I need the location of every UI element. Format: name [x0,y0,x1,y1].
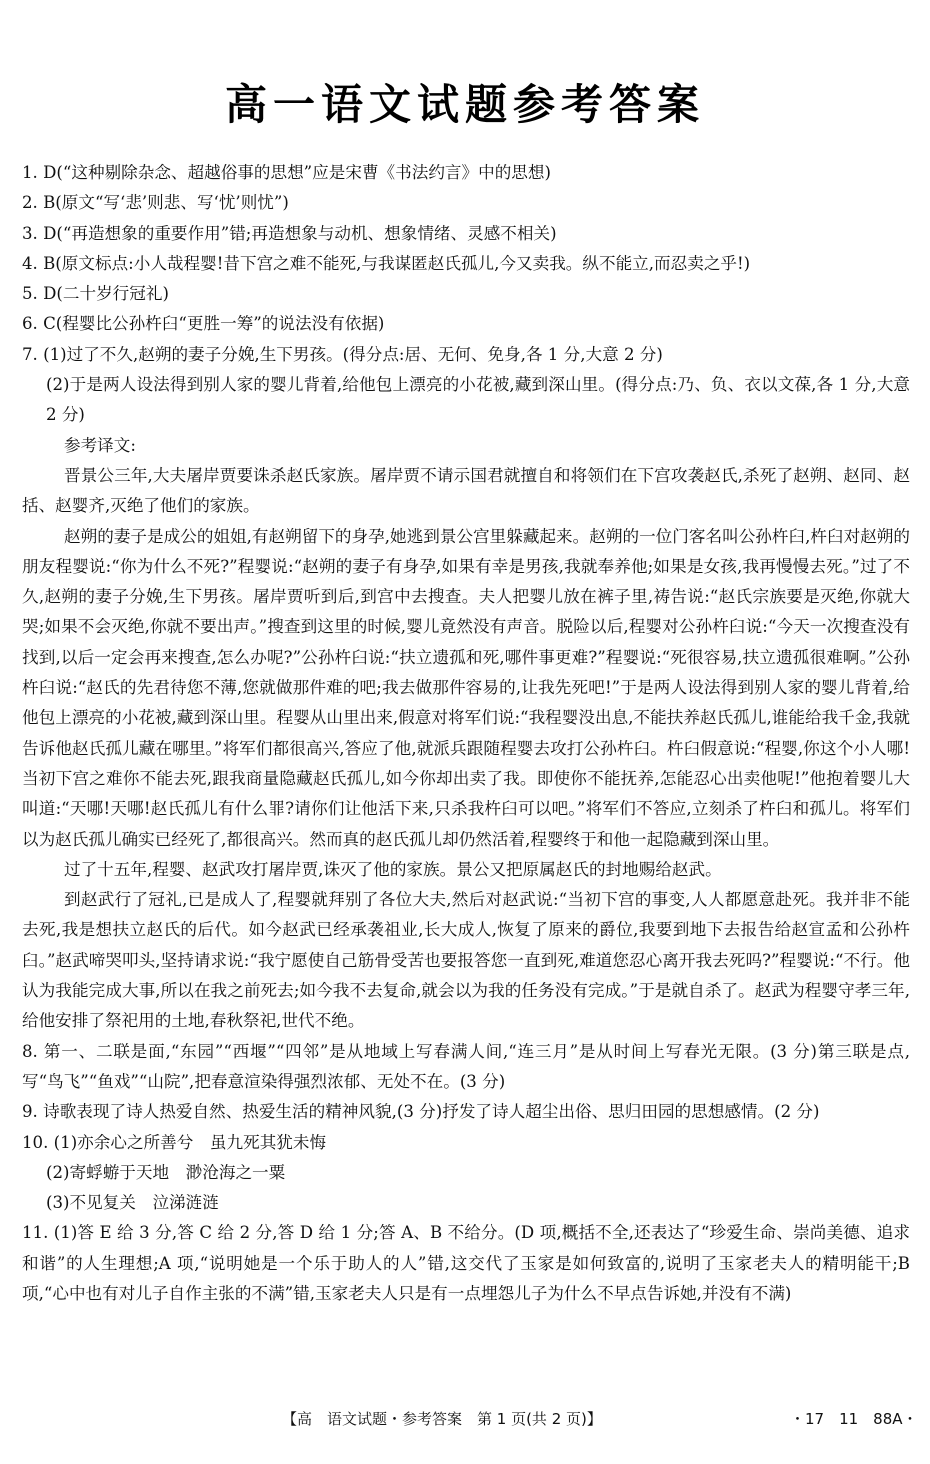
answer-11: 11. (1)答 E 给 3 分,答 C 给 2 分,答 D 给 1 分;答 A、B 不给分。(D 项,概括不全,还表达了“珍爱生命、崇尚美德、追求和谐”的人生理想;A 项,“说明她是一个乐于助人的人”错,这交代了玉家是如何致富的,说明了玉家老夫人的精明能干;B 项,“心中也有对儿子自作主张的不满”错,玉家老夫人只是有一点埋怨儿子为什么不早点告诉她,并没有不满) [22,1223,910,1303]
answer-6: 6. C(程婴比公孙杵臼“更胜一筹”的说法没有依据) [22,314,385,334]
page-title: 高一语文试题参考答案 [224,80,705,129]
translation-paragraph: 过了十五年,程婴、赵武攻打屠岸贾,诛灭了他的家族。景公又把原属赵氏的封地赐给赵武。 [64,859,722,879]
answer-9: 9. 诗歌表现了诗人热爱自然、热爱生活的精神风貌,(3 分)抒发了诗人超尘出俗、思归田园的思想感情。(2 分) [22,1102,820,1122]
answer-8: 8. 第一、二联是面,“东园”“西堰”“四邻”是从地域上写春满人间,“连三月”是从时间上写春光无限。(3 分)第三联是点,写“鸟飞”“鱼戏”“山院”,把春意渲染得强烈浓郁、无处不在。(3 分) [22,1041,910,1091]
answer-4: 4. B(原文标点:小人哉程婴!昔下宫之难不能死,与我谋匿赵氏孤儿,今又卖我。纵不能立,而忍卖之乎!) [22,253,751,273]
page-footer [0,1404,930,1434]
answer-body [22,158,910,1309]
translation-paragraph: 晋景公三年,大夫屠岸贾要诛杀赵氏家族。屠岸贾不请示国君就擅自和将领们在下宫攻袭赵氏,杀死了赵朔、赵同、赵括、赵婴齐,灭绝了他们的家族。 [22,465,910,516]
footer-page-info: 【高 语文试题・参考答案 第 1 页(共 2 页)】 [282,1410,602,1428]
answer-5: 5. D(二十岁行冠礼) [22,284,169,304]
answer-7-part-1: 7. (1)过了不久,赵朔的妻子分娩,生下男孩。(得分点:居、无何、免身,各 1 分,大意 2 分) [22,344,663,364]
answer-2: 2. B(原文“写‘悲’则悲、写‘忧’则忧”) [22,193,289,213]
translation-paragraph: 到赵武行了冠礼,已是成人了,程婴就拜别了各位大夫,然后对赵武说:“当初下宫的事变,人人都愿意赴死。我并非不能去死,我是想扶立赵氏的后代。如今赵武已经承袭祖业,长大成人,恢复了原来的爵位,我要到地下去报告给赵宣孟和公孙杵臼。”赵武啼哭叩头,坚持请求说:“我宁愿使自己筋骨受苦也要报答您一直到死,难道您忍心离开我去死吗?”程婴说:“不行。他认为我能完成大事,所以在我之前死去;如今我不去复命,就会以为我的任务没有完成。”于是就自杀了。赵武为程婴守孝三年,给他安排了祭祀用的土地,春秋祭祀,世代不绝。 [22,890,910,1031]
translation-paragraph: 赵朔的妻子是成公的姐姐,有赵朔留下的身孕,她逃到景公宫里躲藏起来。赵朔的一位门客名叫公孙杵臼,杵臼对赵朔的朋友程婴说:“你为什么不死?”程婴说:“赵朔的妻子有身孕,如果有幸是男孩,我就奉养他;如果是女孩,我再慢慢去死。”过了不久,赵朔的妻子分娩,生下男孩。屠岸贾听到后,到宫中去搜查。夫人把婴儿放在裤子里,祷告说:“赵氏宗族要是灭绝,你就大哭;如果不会灭绝,你就不要出声。”搜查到这里的时候,婴儿竟然没有声音。脱险以后,程婴对公孙杵臼说:“今天一次搜查没有找到,以后一定会再来搜查,怎么办呢?”公孙杵臼说:“扶立遗孤和死,哪件事更难?”程婴说:“死很容易,扶立遗孤很难啊。”公孙杵臼说:“赵氏的先君待您不薄,您就做那件难的吧;我去做那件容易的,让我先死吧!”于是两人设法得到别人家的婴儿背着,给他包上漂亮的小花被,藏到深山里。程婴从山里出来,假意对将军们说:“我程婴没出息,不能扶养赵氏孤儿,谁能给我千金,我就告诉他赵氏孤儿藏在哪里。”将军们都很高兴,答应了他,就派兵跟随程婴去攻打公孙杵臼。杵臼假意说:“程婴,你这个小人哪!当初下宫之难你不能去死,跟我商量隐藏赵氏孤儿,如今你却出卖了我。即使你不能抚养,怎能忍心出卖他呢!”他抱着婴儿大叫道:“天哪!天哪!赵氏孤儿有什么罪?请你们让他活下来,只杀我杵臼可以吧。”将军们不答应,立刻杀了杵臼和孤儿。将军们以为赵氏孤儿确实已经死了,都很高兴。然而真的赵氏孤儿却仍然活着,程婴终于和他一起隐藏到深山里。 [22,526,910,849]
answer-10-part-1: 10. (1)亦余心之所善兮 虽九死其犹未悔 [22,1132,327,1152]
answer-7-part-2: (2)于是两人设法得到别人家的婴儿背着,给他包上漂亮的小花被,藏到深山里。(得分点:乃、负、衣以文葆,各 1 分,大意 2 分) [46,375,910,425]
answer-10-part-3: (3)不见复关 泣涕涟涟 [46,1193,219,1213]
answer-10-part-2: (2)寄蜉蝣于天地 渺沧海之一粟 [46,1162,286,1182]
translation-label: 参考译文: [64,435,136,455]
footer-code: ・17 11 88A・ [790,1410,918,1428]
answer-3: 3. D(“再造想象的重要作用”错;再造想象与动机、想象情绪、灵感不相关) [22,223,557,243]
answer-1: 1. D(“这种剔除杂念、超越俗事的思想”应是宋曹《书法约言》中的思想) [22,163,551,182]
